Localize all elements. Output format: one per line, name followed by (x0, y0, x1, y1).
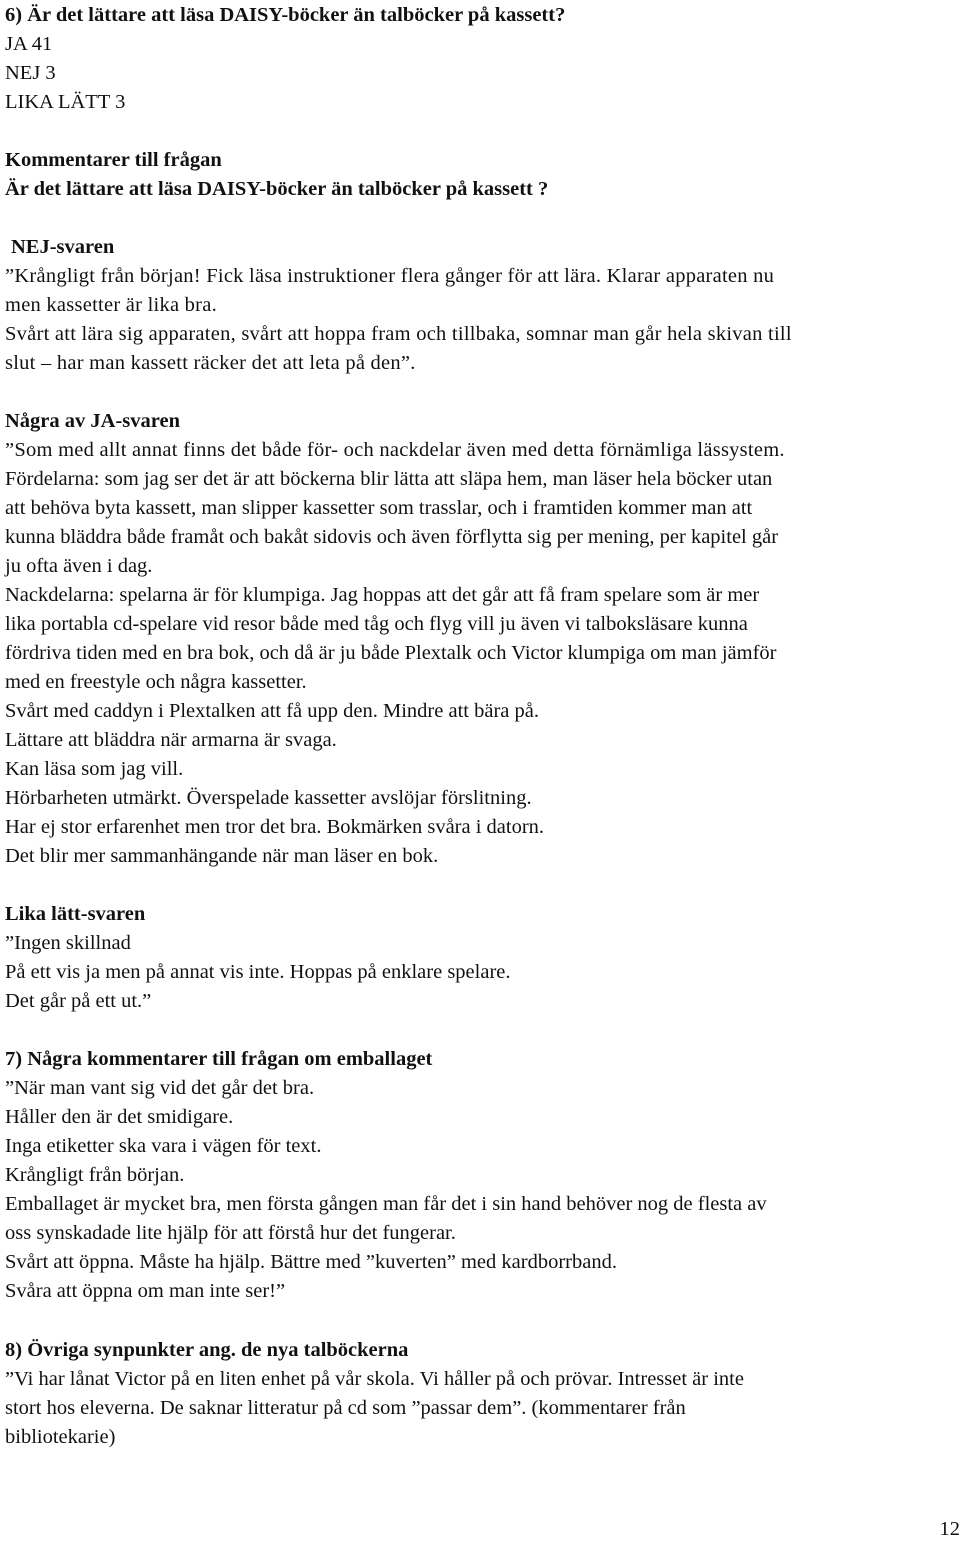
q7-line: oss synskadade lite hjälp för att förstå hur det fungerar. (5, 1222, 456, 1244)
q6-ja-line: lika portabla cd-spelare vid resor både med tåg och flyg vill ju även vi talboksläsare kunna (5, 613, 748, 635)
q6-ja-line: ju ofta även i dag. (5, 555, 153, 577)
q6-nej-heading: NEJ-svaren (11, 236, 115, 258)
q7-line: Svåra att öppna om man inte ser!” (5, 1280, 286, 1302)
q6-ja-line: fördriva tiden med en bra bok, och då är ju både Plextalk och Victor klumpiga om man jämför (5, 642, 777, 664)
q8-line: ”Vi har lånat Victor på en liten enhet på vår skola. Vi håller på och prövar. Intresset är inte (5, 1368, 744, 1390)
q6-nej-line: ”Krångligt från början! Fick läsa instruktioner flera gånger för att lära. Klarar apparaten nu (5, 265, 775, 287)
q6-ja-line: Svårt med caddyn i Plextalken att få upp den. Mindre att bära på. (5, 700, 539, 722)
q6-nej-line: slut – har man kassett räcker det att leta på den”. (5, 352, 416, 374)
q6-ja-line: ”Som med allt annat finns det både för- och nackdelar även med detta förnämliga lässystem. (5, 439, 785, 461)
q6-ja-line: att behöva byta kassett, man slipper kassetter som trasslar, och i framtiden kommer man att (5, 497, 753, 519)
q7-line: Håller den är det smidigare. (5, 1106, 234, 1128)
q6-ja-line: med en freestyle och några kassetter. (5, 671, 307, 693)
q6-ja-line: Lättare att bläddra när armarna är svaga. (5, 729, 337, 751)
q6-comments-heading: Kommentarer till frågan (5, 149, 222, 171)
q6-ja-line: kunna bläddra både framåt och bakåt sidovis och även förflytta sig per mening, per kapitel går (5, 526, 779, 548)
q6-answer-ja: JA 41 (5, 33, 53, 55)
q7-line: ”När man vant sig vid det går det bra. (5, 1077, 315, 1099)
q8-heading: 8) Övriga synpunkter ang. de nya talböckerna (5, 1339, 409, 1361)
q6-ja-line: Det blir mer sammanhängande när man läser en bok. (5, 845, 439, 867)
q6-ja-line: Hörbarheten utmärkt. Överspelade kassetter avslöjar förslitning. (5, 787, 532, 809)
q6-ja-heading: Några av JA-svaren (5, 410, 180, 432)
q7-line: Inga etiketter ska vara i vägen för text. (5, 1135, 322, 1157)
q6-nej-line: men kassetter är lika bra. (5, 294, 217, 316)
q6-ja-line: Nackdelarna: spelarna är för klumpiga. Jag hoppas att det går att få fram spelare som är mer (5, 584, 760, 606)
q7-line: Krångligt från början. (5, 1164, 185, 1186)
q6-lika-line: Det går på ett ut.” (5, 990, 152, 1012)
q6-answer-nej: NEJ 3 (5, 62, 56, 84)
q7-heading: 7) Några kommentarer till frågan om emballaget (5, 1048, 433, 1070)
q8-line: bibliotekarie) (5, 1426, 116, 1448)
page-number: 12 (939, 1518, 960, 1540)
q6-heading: 6) Är det lättare att läsa DAISY-böcker än talböcker på kassett? (5, 4, 566, 26)
q6-lika-heading: Lika lätt-svaren (5, 903, 146, 925)
q6-lika-line: ”Ingen skillnad (5, 932, 131, 954)
q7-line: Svårt att öppna. Måste ha hjälp. Bättre med ”kuverten” med kardborrband. (5, 1251, 617, 1273)
q6-answer-lika: LIKA LÄTT 3 (5, 91, 126, 113)
q6-ja-line: Fördelarna: som jag ser det är att böckerna blir lätta att släpa hem, man läser hela böcker utan (5, 468, 773, 490)
q8-line: stort hos eleverna. De saknar litteratur på cd som ”passar dem”. (kommentarer från (5, 1397, 686, 1419)
q6-lika-line: På ett vis ja men på annat vis inte. Hoppas på enklare spelare. (5, 961, 511, 983)
q7-line: Emballaget är mycket bra, men första gången man får det i sin hand behöver nog de flesta av (5, 1193, 767, 1215)
q6-ja-line: Kan läsa som jag vill. (5, 758, 184, 780)
q6-nej-line: Svårt att lära sig apparaten, svårt att hoppa fram och tillbaka, somnar man går hela skivan till (5, 323, 792, 345)
q6-ja-line: Har ej stor erfarenhet men tror det bra. Bokmärken svåra i datorn. (5, 816, 545, 838)
q6-comments-question: Är det lättare att läsa DAISY-böcker än talböcker på kassett ? (5, 178, 549, 200)
